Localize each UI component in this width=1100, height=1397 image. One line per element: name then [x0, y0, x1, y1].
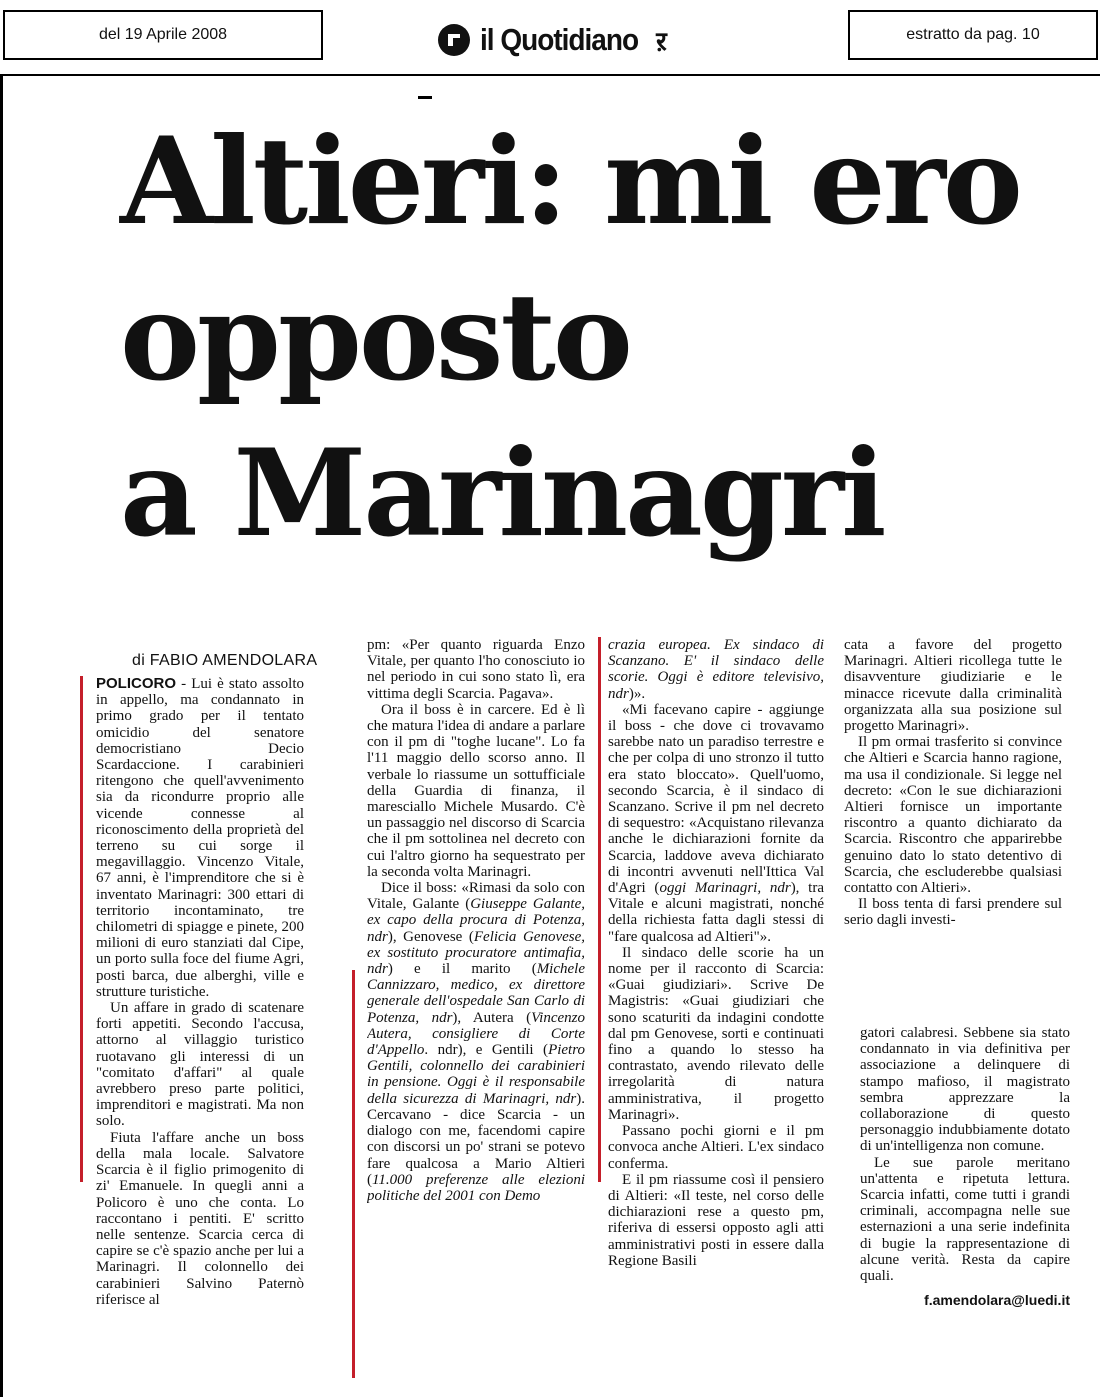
header-date: del 19 Aprile 2008	[98, 26, 228, 43]
byline: di FABIO AMENDOLARA	[132, 652, 318, 669]
paragraph: E il pm riassume così il pensiero di Altieri: «Il teste, nel corso delle dichiarazioni rese a questo pm, riferiva di essersi opposto agli atti amministrativi posti in essere dalla Regione Basili	[608, 1171, 824, 1269]
dateline: POLICORO	[96, 676, 177, 692]
margin-mark	[352, 970, 355, 1378]
paragraph: Il sindaco delle scorie ha un nome per il racconto di Scarcia: «Guai giudiziari». Scrive De Magistris: «Guai giudiziari che sono scaturiti da indagini condotte dal pm Genovese, sorti e continuati fino a quando lo stesso ha contrastato, avendo rilevato delle irregolarità di natura amministrativa, il progetto Marinagri».	[608, 944, 824, 1123]
paragraph: pm: «Per quanto riguarda Enzo Vitale, per quanto l'ho conosciuto io nel periodo in cui sono stato lì, era vittima degli Scarcia. Pagava».	[367, 637, 585, 702]
newspaper-logo-icon	[438, 24, 470, 56]
author-email: f.amendolara@luedi.it	[924, 1292, 1070, 1309]
margin-mark	[80, 676, 83, 1182]
paragraph: Il pm ormai trasferito si convince che Altieri e Scarcia hanno ragione, ma usa il condizionale. Si legge nel decreto: «Con le sue dichiarazioni Altieri fornisce un importante riscontro a quanto dichiarato da Scarcia. Riscontro che apparirebbe genuino dato lo stato detentivo di Scarcia, che escluderebbe qualsiasi contatto con Altieri».	[844, 734, 1062, 897]
article-column-4-continued	[860, 1025, 1070, 1308]
paragraph: Le sue parole meritano un'attenta e ripetuta lettura. Scarcia infatti, come tutti i grandi criminali, accompagna nelle sue esternazioni a una serie indefinita di bugie la rappresentazione di alcune verità. Resta da capire quali.	[860, 1154, 1070, 1285]
paragraph: Dice il boss: «Rimasi da solo con Vitale, Galante (Giuseppe Galante, ex capo della procura di Potenza, ndr), Genovese (Felicia Genovese, ex sostituto procuratore antimafia, ndr) e il marito (Michele Cannizzaro, medico, ex direttore generale dell'ospedale San Carlo di Potenza, ndr), Autera (Vincenzo Autera, consigliere di Corte d'Appello. ndr), e Gentili (Pietro Gentili, colonnello dei carabinieri in pensione. Oggi è il responsabile della sicurezza di Marinagri, ndr). Cercavano - dice Scarcia - un dialogo con me, facendomi capire con discorsi un po' strani se potevo fare qualcosa a Mario Altieri (11.000 preferenze alle elezioni politiche del 2001 con Demo	[367, 880, 585, 1204]
paragraph: cata a favore del progetto Marinagri. Altieri ricollega tutte le disavventure giudiziarie e le minacce ricevute dalla criminalità organizzata alla sua posizione sul progetto Marinagri».	[844, 637, 1062, 735]
paragraph: Il boss tenta di farsi prendere sul serio dagli investi-	[844, 896, 1062, 929]
headline	[120, 104, 1080, 572]
article-column-2	[367, 637, 585, 1397]
header-excerpt: estratto da pag. 10	[906, 26, 1040, 43]
frame-top-rule	[0, 74, 1100, 76]
header-date-box	[3, 10, 323, 60]
margin-mark	[598, 637, 601, 1182]
masthead	[438, 20, 748, 60]
headline-line-2: opposto	[120, 267, 630, 408]
paragraph: gatori calabresi. Sebbene sia stato condannato in via definitiva per associazione a delinquere di stampo mafioso, il magistrato sembra apprezzare la collaborazione di questo personaggio indubbiamente dotato di un'intelligenza non comune.	[860, 1025, 1070, 1155]
headline-line-1: Altieri: mi ero	[120, 111, 1020, 252]
article-column-3	[608, 637, 824, 1397]
masthead-title: il Quotidiano	[480, 22, 639, 57]
paragraph: POLICORO - Lui è stato assolto in appello, ma condannato in primo grado per il tentato omicidio del senatore democristiano Decio Scardaccione. I carabinieri ritengono che quell'avvenimento sia da ricondurre proprio alle vicende connesse al riconoscimento della proprietà del terreno su cui sorge il megavillaggio. Vincenzo Vitale, 67 anni, è l'imprenditore che si è inventato Marinagri: 300 ettari di territorio incontaminato, tre chilometri di spiagge e pinete, 200 milioni di euro stanziati dal Cipe, un porto sulla foce del fiume Agri, posti barca, due alberghi, ville e strutture turistiche.	[96, 676, 304, 1000]
decorative-dash	[418, 96, 432, 99]
paragraph: Fiuta l'affare anche un boss della mala locale. Salvatore Scarcia è il figlio primogenito di zi' Emanuele. In quegli anni a Policoro è uno che conta. Lo raccontano i pentiti. E' scritto nelle sentenze. Scarcia cerca di capire se c'è spazio anche per lui a Marinagri. Il colonnello dei carabinieri Salvino Paternò riferisce al	[96, 1129, 304, 1308]
article-column-4	[844, 637, 1062, 1017]
header-excerpt-box	[848, 10, 1098, 60]
masthead-mark: ऱ	[656, 26, 667, 56]
article-column-1	[96, 676, 304, 1397]
paragraph: «Mi facevano capire - aggiunge il boss - che dove ci trovavamo sarebbe nato un paradiso terrestre e che per colpa di uno stronzo il tutto era stato bloccato». Quell'uomo, secondo Scarcia, è il sindaco di Scanzano. Scrive il pm nel decreto di sequestro: «Acquistano rilevanza anche le dichiarazioni fornite da Scarcia, laddove aveva dichiarato di incontri avvenuti nell'Ittica Val d'Agri (oggi Marinagri, ndr), tra Vitale e alcuni magistrati, nonché della richiesta fatta dagli stessi di "fare qualcosa ad Altieri"».	[608, 701, 824, 945]
headline-line-3: a Marinagri	[120, 423, 884, 564]
paragraph: Ora il boss è in carcere. Ed è lì che matura l'idea di andare a parlare con il pm di "toghe lucane". Lo fa l'11 maggio dello scorso anno. Il verbale lo riassume un sottufficiale della Guardia di finanza, il maresciallo Michele Musardo. C'è un passaggio nel discorso di Scarcia che il pm sottolinea nel decreto con cui l'altro giorno ha sequestrato per la seconda volta Marinagri.	[367, 701, 585, 880]
frame-left-rule	[0, 74, 3, 1397]
paragraph: Passano pochi giorni e il pm convoca anche Altieri. L'ex sindaco conferma.	[608, 1123, 824, 1172]
paragraph: crazia europea. Ex sindaco di Scanzano. E' il sindaco delle scorie. Oggi è editore televisivo, ndr)».	[608, 637, 824, 702]
paragraph: Un affare in grado di scatenare forti appetiti. Secondo l'accusa, attorno al villaggio turistico ruotavano gli interessi di un "comitato d'affari" al quale avrebbero preso parte politici, imprenditori e magistrati. Ma non solo.	[96, 1000, 304, 1130]
